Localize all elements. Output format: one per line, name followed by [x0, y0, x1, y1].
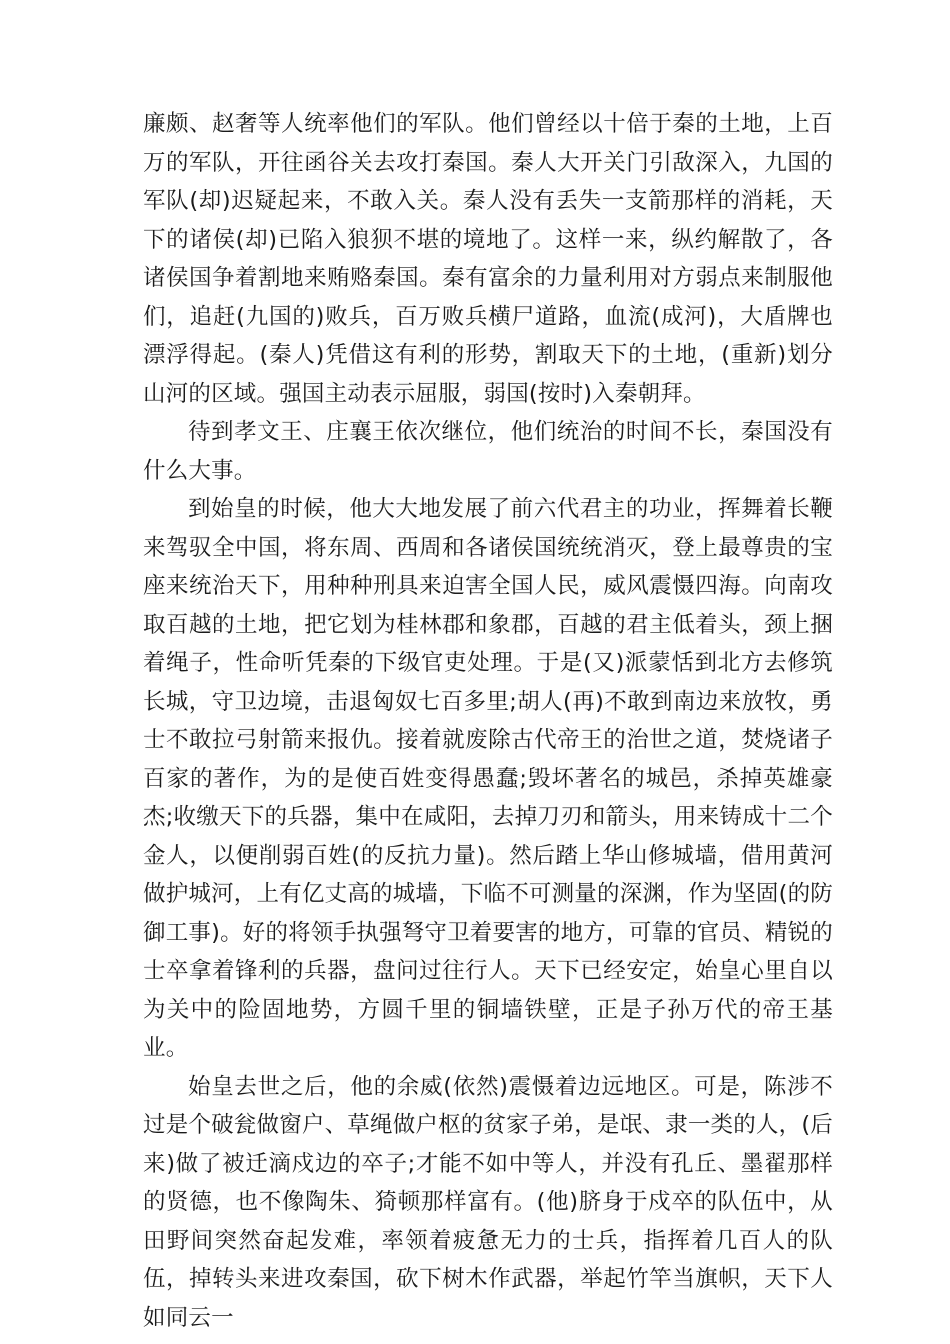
document-body	[143, 105, 833, 1337]
paragraph-4: 始皇去世之后，他的余威(依然)震慑着边远地区。可是，陈涉不过是个破瓮做窗户、草绳做户枢的贫家子弟，是氓、隶一类的人，(后来)做了被迁滴戍边的卒子;才能不如中等人，并没有孔丘、墨翟那样的贤德，也不像陶朱、猗顿那样富有。(他)脐身于戍卒的队伍中，从田野间突然奋起发难，率领着疲惫无力的士兵，指挥着几百人的队伍，掉转头来进攻秦国，砍下树木作武器，举起竹竿当旗帜，天下人如同云一	[143, 1073, 833, 1331]
paragraph-1: 廉颇、赵奢等人统率他们的军队。他们曾经以十倍于秦的土地，上百万的军队，开往函谷关去攻打秦国。秦人大开关门引敌深入，九国的军队(却)迟疑起来，不敢入关。秦人没有丢失一支箭那样的消耗，天下的诸侯(却)已陷入狼狈不堪的境地了。这样一来，纵约解散了，各诸侯国争着割地来贿赂秦国。秦有富余的力量利用对方弱点来制服他们，追赶(九国的)败兵，百万败兵横尸道路，血流(成河)，大盾牌也漂浮得起。(秦人)凭借这有利的形势，割取天下的土地，(重新)划分山河的区域。强国主动表示屈服，弱国(按时)入秦朝拜。	[143, 111, 833, 407]
paragraph-2: 待到孝文王、庄襄王依次继位，他们统治的时间不长，秦国没有什么大事。	[143, 419, 833, 484]
paragraph-3: 到始皇的时候，他大大地发展了前六代君主的功业，挥舞着长鞭来驾驭全中国，将东周、西周和各诸侯国统统消灭，登上最尊贵的宝座来统治天下，用种种刑具来迫害全国人民，威风震慑四海。向南攻取百越的土地，把它划为桂林郡和象郡，百越的君主低着头，颈上捆着绳子，性命听凭秦的下级官吏处理。于是(又)派蒙恬到北方去修筑长城，守卫边境，击退匈奴七百多里;胡人(再)不敢到南边来放牧，勇士不敢拉弓射箭来报仇。接着就废除古代帝王的治世之道，焚烧诸子百家的著作，为的是使百姓变得愚蠢;毁坏著名的城邑，杀掉英雄豪杰;收缴天下的兵器，集中在咸阳，去掉刀刃和箭头，用来铸成十二个金人，以便削弱百姓(的反抗力量)。然后踏上华山修城墙，借用黄河做护城河，上有亿丈高的城墙，下临不可测量的深渊，作为坚固(的防御工事)。好的将领手执强弩守卫着要害的地方，可靠的官员、精锐的士卒拿着锋利的兵器，盘问过往行人。天下已经安定，始皇心里自以为关中的险固地势，方圆千里的铜墙铁壁，正是子孙万代的帝王基业。	[143, 496, 833, 1061]
